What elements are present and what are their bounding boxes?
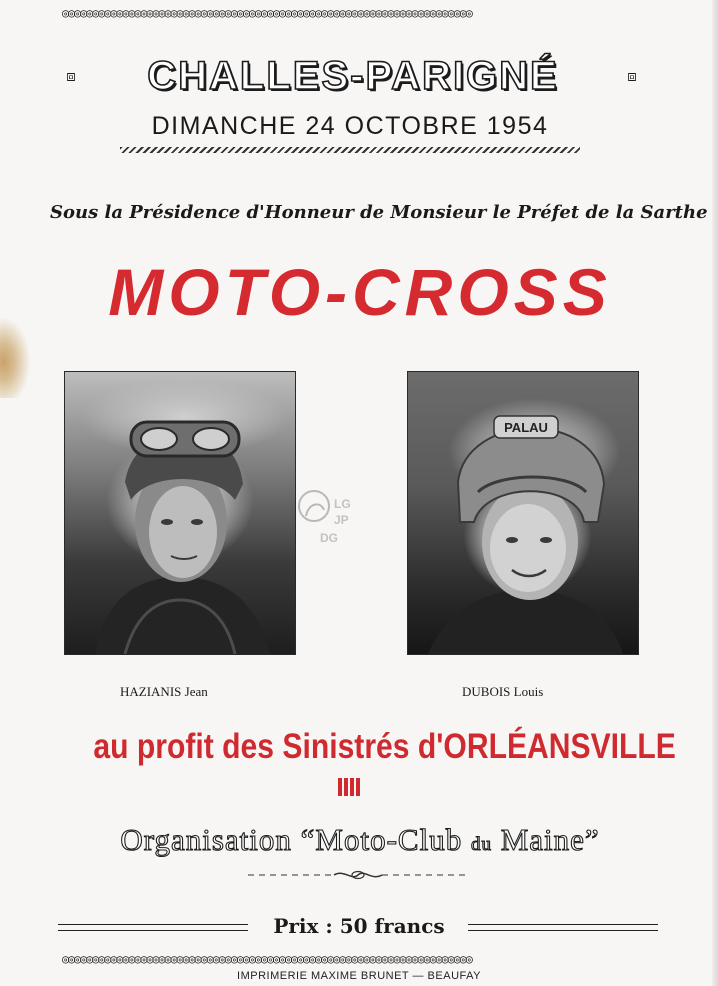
price-rule-left	[58, 924, 248, 931]
event-date: DIMANCHE 24 OCTOBRE 1954	[151, 112, 549, 140]
square-ornament-icon: ⧈	[66, 67, 76, 85]
event-title: MOTO-CROSS	[108, 255, 612, 329]
organisation-du: du	[470, 834, 492, 855]
wavy-rule	[120, 147, 580, 153]
scroll-divider-icon	[248, 869, 468, 881]
organisation-prefix: Organisation	[120, 822, 292, 857]
square-ornament-icon: ⧈	[627, 67, 637, 85]
rider-photo-dubois	[407, 371, 639, 655]
paper-edge	[712, 0, 718, 986]
organisation-club: “Moto-Club	[300, 822, 463, 857]
patronage-line: Sous la Présidence d'Honneur de Monsieur le Préfet de la Sarthe	[50, 202, 708, 223]
helmet-brand: PALAU	[504, 420, 548, 435]
rider-portrait-icon	[65, 372, 295, 654]
printer-credit: IMPRIMERIE MAXIME BRUNET — BEAUFAY	[237, 970, 481, 982]
organisation-line	[40, 818, 680, 862]
event-location: CHALLES-PARIGNÉ	[147, 54, 559, 98]
svg-text:DG: DG	[320, 531, 338, 545]
svg-text:JP: JP	[334, 513, 349, 527]
benefit-line: au profit des Sinistrés d'ORLÉANSVILLE	[93, 727, 676, 766]
organisation-region: Maine”	[500, 822, 600, 857]
svg-text:LG: LG	[334, 497, 351, 511]
red-bars-ornament	[338, 778, 362, 796]
price-label: Prix : 50 francs	[273, 914, 445, 938]
price-rule-right	[468, 924, 658, 931]
watermark-logo	[294, 486, 356, 554]
top-circle-border: ◎◎◎◎◎◎◎◎◎◎◎◎◎◎◎◎◎◎◎◎◎◎◎◎◎◎◎◎◎◎◎◎◎◎◎◎◎◎◎◎◎◎◎◎◎◎◎◎◎◎◎◎◎◎◎◎◎◎◎◎◎◎◎◎◎◎◎◎	[62, 6, 472, 20]
paper-stain	[0, 318, 30, 398]
bottom-circle-border: ◎◎◎◎◎◎◎◎◎◎◎◎◎◎◎◎◎◎◎◎◎◎◎◎◎◎◎◎◎◎◎◎◎◎◎◎◎◎◎◎◎◎◎◎◎◎◎◎◎◎◎◎◎◎◎◎◎◎◎◎◎◎◎◎◎◎◎◎	[62, 952, 472, 966]
rider-name-left: HAZIANIS Jean	[120, 684, 208, 699]
rider-portrait-icon	[408, 372, 638, 654]
rider-name-right: DUBOIS Louis	[462, 684, 544, 699]
rider-photo-hazianis	[64, 371, 296, 655]
